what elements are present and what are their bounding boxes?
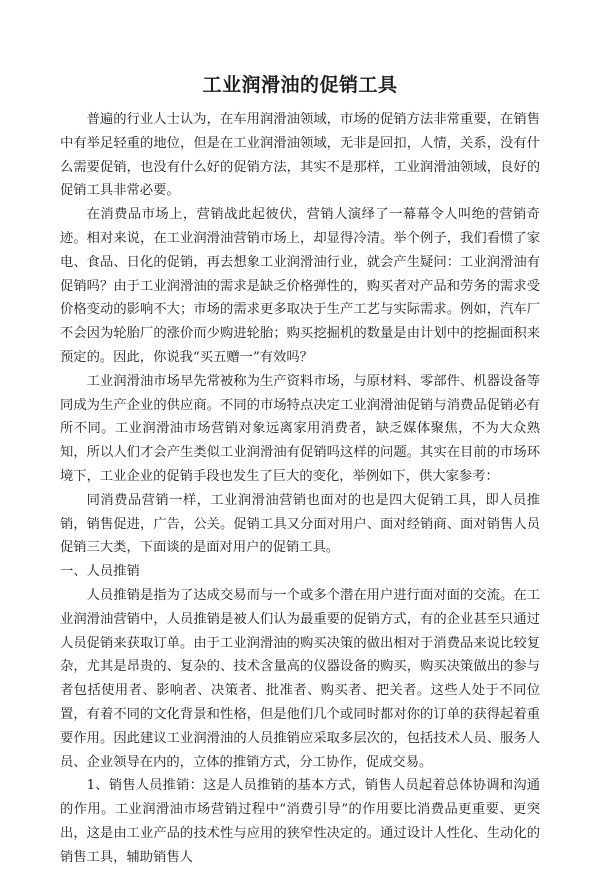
paragraph-personal-selling: 人员推销是指为了达成交易而与一个或多个潜在用户进行面对面的交流。在工业润滑油营销中，人员推销是被人们认为最重要的促销方式，有的企业甚至只通过人员促销来获取订单。由于工业润滑油的购买决策的做出相对于消费品来说比较复杂，尤其是昂贵的、复杂的、技术含量高的仪器设备的购买，购买决策做出的参与者包括使用者、影响者、决策者、批准者、购买者、把关者。这些人处于不同位置，有着不同的文化背景和性格，但是他们几个或同时都对你的订单的获得起着重要作用。因此建议工业润滑油的人员推销应采取多层次的，包括技术人员、服务人员、企业领导在内的，立体的推销方式，分工协作，促成交易。 [60,587,540,770]
paragraph-intro: 普遍的行业人士认为，在车用润滑油领域，市场的促销方法非常重要，在销售中有举足轻重的地位，但是在工业润滑油领域，无非是回扣，人情，关系，没有什么需要促销，也没有什么好的促销方法，其实不是那样，工业润滑油领域，良好的促销工具非常必要。 [60,112,540,199]
paragraph-four-tools: 同消费品营销一样，工业润滑油营销也面对的也是四大促销工具，即人员推销，销售促进，广告，公关。促销工具又分面对用户、面对经销商、面对销售人员促销三大类，下面谈的是面对用户的促销工具。 [60,492,540,556]
paragraph-industrial-market: 工业润滑油市场早先常被称为生产资料市场，与原材料、零部件、机器设备等同成为生产企业的供应商。不同的市场特点决定工业润滑油促销与消费品促销必有所不同。工业润滑油市场营销对象远离家用消费者，缺乏媒体聚焦，不为大众熟知，所以人们才会产生类似工业润滑油有促销吗这样的问题。其实在目前的市场环境下，工业企业的促销手段也发生了巨大的变化，举例如下，供大家参考： [60,373,540,484]
document-title: 工业润滑油的促销工具 [202,74,398,96]
paragraph-sales-staff: 1、销售人员推销：这是人员推销的基本方式，销售人员起着总体协调和沟通的作用。工业润滑油市场营销过程中“消费引导”的作用要比消费品更重要、更突出，这是由工业产品的技术性与应用的狭窄性决定的。通过设计人性化、生动化的销售工具，辅助销售人 [60,778,540,865]
paragraph-consumer-market: 在消费品市场上，营销战此起彼伏，营销人演绎了一幕幕令人叫绝的营销奇迹。相对来说，在工业润滑油营销市场上，却显得冷清。举个例子，我们看惯了家电、食品、日化的促销，再去想象工业润滑油行业，就会产生疑问：工业润滑油有促销吗？由于工业润滑油的需求是缺乏价格弹性的，购买者对产品和劳务的需求受价格变动的影响不大；市场的需求更多取决于生产工艺与实际需求。例如，汽车厂不会因为轮胎厂的涨价而少购进轮胎；购买挖掘机的数量是由计划中的挖掘面积来预定的。因此，你说我“买五赠一”有效吗？ [60,207,540,365]
section-heading-personal-selling: 一、人员推销 [60,564,140,580]
